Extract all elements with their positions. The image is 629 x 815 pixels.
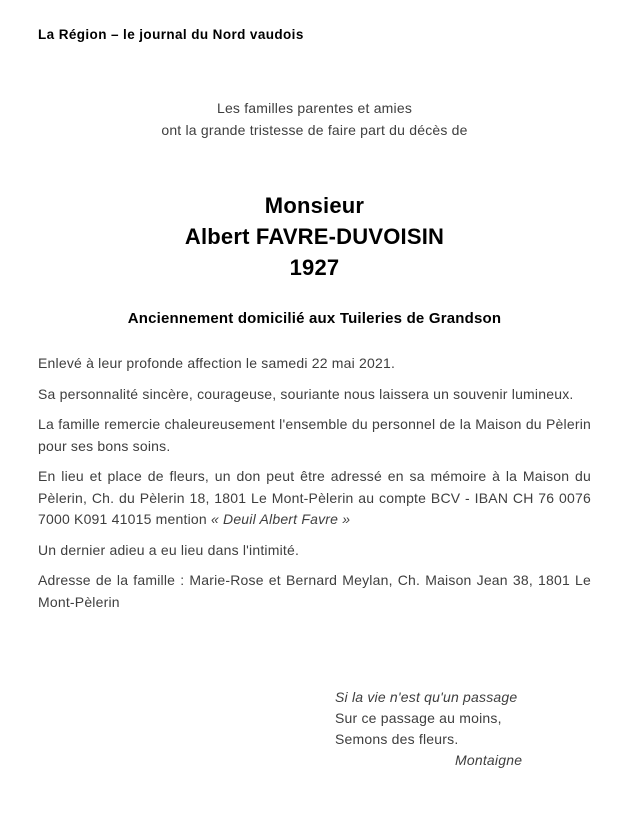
paragraph-family-address: Adresse de la famille : Marie-Rose et Bernard Meylan, Ch. Maison Jean 38, 1801 Le Mont-Pèlerin [38, 572, 591, 610]
donation-mention: « Deuil Albert Favre » [210, 511, 351, 527]
intro-line-1: Les familles parentes et amies [216, 100, 413, 116]
quote-line-3: Semons des fleurs. [335, 731, 459, 747]
deceased-salutation: Monsieur [264, 193, 365, 218]
masthead-title: La Région – le journal du Nord vaudois [38, 27, 304, 42]
paragraph-farewell: Un dernier adieu a eu lieu dans l'intimité. [38, 541, 300, 558]
announcement-body [38, 353, 591, 613]
quote-attribution: Montaigne [455, 752, 523, 768]
intro-block [38, 97, 591, 141]
quote-line-1: Si la vie n'est qu'un passage [335, 689, 518, 705]
deceased-name-block [38, 190, 591, 283]
intro-line-2: ont la grande tristesse de faire part du décès de [161, 122, 468, 138]
donation-text: En lieu et place de fleurs, un don peut être adressé en sa mémoire à la Maison du Pèlerin, Ch. du Pèlerin 18, 1801 Le Mont-Pèlerin au compte BCV - IBAN CH 76 0076 7000 K091 41015 mention [38, 468, 591, 527]
paragraph-donation [38, 466, 591, 531]
former-residence: Anciennement domicilié aux Tuileries de Grandson [127, 310, 502, 327]
paragraph-thanks: La famille remercie chaleureusement l'ensemble du personnel de la Maison du Pèlerin pour ses bons soins. [38, 416, 591, 454]
deceased-name: Albert FAVRE-DUVOISIN [184, 224, 445, 249]
quote-line-2: Sur ce passage au moins, [335, 710, 502, 726]
deceased-birth-year: 1927 [289, 255, 340, 280]
quote-block [335, 687, 591, 771]
paragraph-death-date: Enlevé à leur profonde affection le samedi 22 mai 2021. [38, 355, 396, 371]
paragraph-personality: Sa personnalité sincère, courageuse, souriante nous laissera un souvenir lumineux. [38, 385, 574, 402]
